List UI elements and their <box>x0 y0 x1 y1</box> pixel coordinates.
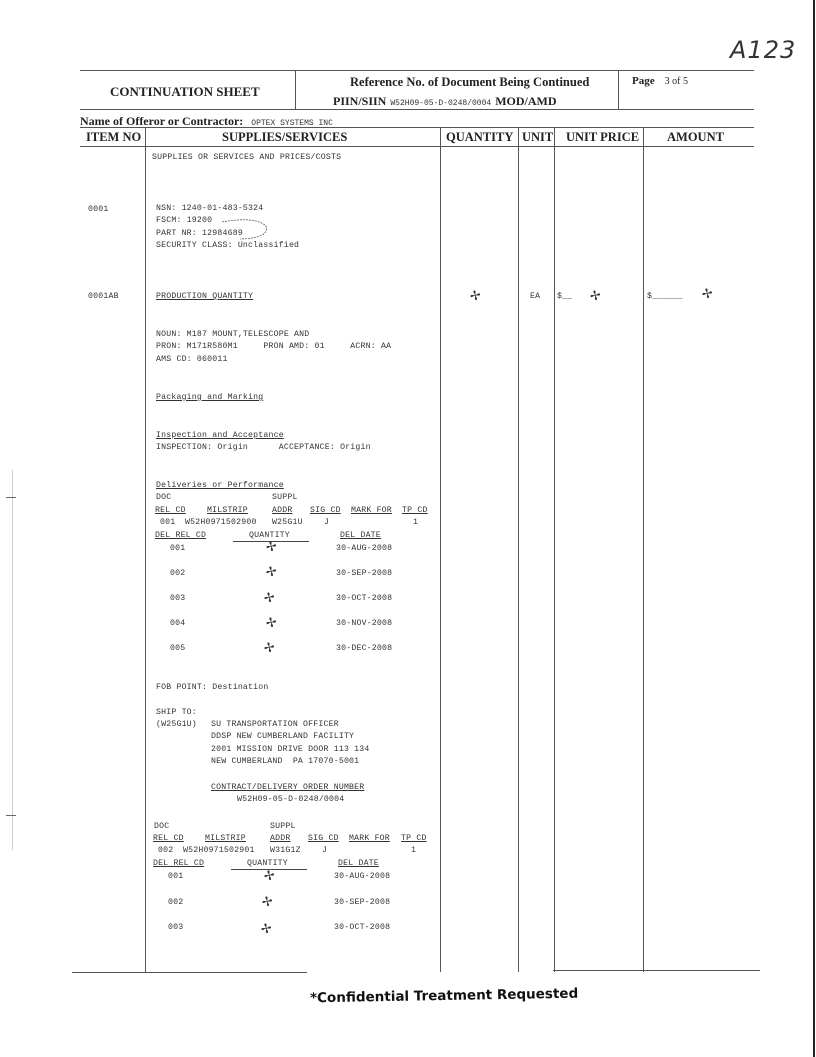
sheet-title: CONTINUATION SHEET <box>110 84 260 99</box>
tp-cd-header: TP CD <box>401 834 427 843</box>
col-unit: UNIT <box>522 130 554 144</box>
header-divider <box>295 70 296 109</box>
col-quantity: QUANTITY <box>446 130 514 144</box>
page-label: Page <box>632 75 655 87</box>
ship-to-label: SHIP TO: <box>156 708 197 717</box>
ship-to-line: NEW CUMBERLAND PA 17070-5001 <box>211 757 360 766</box>
ship-to-line: SU TRANSPORTATION OFFICER <box>211 720 339 729</box>
handwritten-annotation: A123 <box>730 36 797 64</box>
d2-row-cd: 001 <box>168 872 184 881</box>
ship-to-line: 2001 MISSION DRIVE DOOR 113 134 <box>211 745 370 754</box>
ams-cd: AMS CD: 060011 <box>156 355 228 364</box>
mod-amd-label: MOD/AMD <box>495 94 557 108</box>
d2-row-date: 30-AUG-2008 <box>334 872 391 881</box>
d1-addr: W25G1U <box>272 518 303 527</box>
mark-for-header: MARK FOR <box>349 834 390 843</box>
packaging-marking: Packaging and Marking <box>156 393 264 402</box>
quantity-header: QUANTITY <box>249 531 290 540</box>
redacted-qty-mark: ✢ <box>262 640 277 657</box>
d2-milstrip: W52H0971502901 <box>183 846 255 855</box>
quantity-header: QUANTITY <box>247 859 288 868</box>
col-divider <box>440 127 441 972</box>
fscm: FSCM: 19200 <box>156 216 213 225</box>
margin-line <box>12 470 13 850</box>
doc-label: DOC <box>156 493 172 502</box>
d1-row-date: 30-AUG-2008 <box>336 544 393 553</box>
col-divider <box>554 127 555 972</box>
ship-to-code: (W25G1U) <box>156 720 197 729</box>
milstrip-header: MILSTRIP <box>205 834 246 843</box>
redacted-qty-mark: ✢ <box>264 615 279 632</box>
addr-header: ADDR <box>272 506 293 515</box>
piin-label: PIIN/SIIN <box>333 94 387 108</box>
d1-row-date: 30-DEC-2008 <box>336 644 393 653</box>
inspection-line: INSPECTION: Origin ACCEPTANCE: Origin <box>156 443 371 452</box>
d1-milstrip: W52H0971502900 <box>185 518 257 527</box>
d1-sig-cd: J <box>324 518 330 527</box>
bottom-rule-right <box>553 970 760 971</box>
d2-addr: W31G1Z <box>270 846 301 855</box>
addr-header: ADDR <box>270 834 291 843</box>
header-divider <box>618 70 619 109</box>
doc-label: DOC <box>154 822 170 831</box>
item-no-0001ab: 0001AB <box>88 292 119 301</box>
production-quantity: PRODUCTION QUANTITY <box>156 292 254 301</box>
fob-point: FOB POINT: Destination <box>156 683 269 692</box>
page-edge <box>813 0 815 1057</box>
del-rel-cd-header: DEL REL CD <box>155 531 207 540</box>
ship-to-line: DDSP NEW CUMBERLAND FACILITY <box>211 732 355 741</box>
redacted-amount-mark: ✢ <box>700 286 715 303</box>
d2-sig-cd: J <box>322 846 328 855</box>
reference-label: Reference No. of Document Being Continued <box>350 75 590 89</box>
col-supplies-services: SUPPLIES/SERVICES <box>222 130 348 144</box>
margin-tick <box>6 815 16 816</box>
d1-row-date: 30-NOV-2008 <box>336 619 393 628</box>
col-amount: AMOUNT <box>667 130 724 144</box>
part-nr: PART NR: 12984689 <box>156 229 243 238</box>
del-rel-cd-header: DEL REL CD <box>153 859 205 868</box>
pron: PRON: M171R580M1 PRON AMD: 01 ACRN: AA <box>156 342 392 351</box>
milstrip-header: MILSTRIP <box>207 506 248 515</box>
mark-for-header: MARK FOR <box>351 506 392 515</box>
piin-line <box>333 92 557 110</box>
d1-row-date: 30-SEP-2008 <box>336 569 393 578</box>
column-header-bottom-rule <box>80 146 754 147</box>
d2-row-cd: 003 <box>168 923 184 932</box>
d2-row-cd: 002 <box>168 898 184 907</box>
redacted-qty-mark: ✢ <box>262 590 277 607</box>
unit-value: EA <box>530 292 541 301</box>
redacted-quantity-mark: ✢ <box>468 288 483 305</box>
item-no-0001: 0001 <box>88 205 109 214</box>
piin-value: W52H09-05-D-0248/0004 <box>390 99 492 108</box>
redacted-qty-mark: ✢ <box>259 921 274 938</box>
d1-row-date: 30-OCT-2008 <box>336 594 393 603</box>
contract-order-label: CONTRACT/DELIVERY ORDER NUMBER <box>211 783 365 792</box>
contract-order-value: W52H09-05-D-0248/0004 <box>237 795 345 804</box>
page-value: 3 of 5 <box>664 76 688 87</box>
d2-row-date: 30-SEP-2008 <box>334 898 391 907</box>
suppl-label: SUPPL <box>270 822 296 831</box>
bottom-rule-left <box>72 972 307 973</box>
rel-cd-header: REL CD <box>155 506 186 515</box>
amount-prefix: $______ <box>647 292 683 301</box>
sig-cd-header: SIG CD <box>310 506 341 515</box>
d2-tp-cd: 1 <box>411 846 417 855</box>
col-divider <box>643 127 644 972</box>
unit-price-prefix: $__ <box>557 292 573 301</box>
d1-row-cd: 004 <box>170 619 186 628</box>
nsn: NSN: 1240-01-483-5324 <box>156 204 264 213</box>
tp-cd-header: TP CD <box>402 506 428 515</box>
deliveries-title: Deliveries or Performance <box>156 481 284 490</box>
del-date-header: DEL DATE <box>340 531 381 540</box>
col-divider <box>518 127 519 972</box>
d1-rel-cd: 001 <box>160 518 176 527</box>
redacted-qty-mark: ✢ <box>262 868 277 885</box>
d1-tp-cd: 1 <box>413 518 419 527</box>
offeror-value: OPTEX SYSTEMS INC <box>251 119 333 128</box>
security-class: SECURITY CLASS: Unclassified <box>156 241 300 250</box>
handwritten-circle <box>200 214 280 244</box>
redacted-qty-mark: ✢ <box>264 564 279 581</box>
suppl-label: SUPPL <box>272 493 298 502</box>
margin-tick <box>6 497 16 498</box>
col-unit-price: UNIT PRICE <box>566 130 640 144</box>
col-divider <box>145 127 146 972</box>
confidential-notice: *Confidential Treatment Requested <box>309 985 579 1007</box>
d2-rel-cd: 002 <box>158 846 174 855</box>
redacted-unit-price-mark: ✢ <box>588 288 603 305</box>
d1-row-cd: 002 <box>170 569 186 578</box>
inspection-acceptance-title: Inspection and Acceptance <box>156 431 284 440</box>
column-header-top-rule <box>80 127 754 128</box>
offeror-label: Name of Offeror or Contractor: <box>80 114 244 128</box>
d1-row-cd: 005 <box>170 644 186 653</box>
rel-cd-header: REL CD <box>153 834 184 843</box>
col-item-no: ITEM NO <box>86 130 142 144</box>
redacted-qty-mark: ✢ <box>264 539 279 556</box>
noun: NOUN: M187 MOUNT,TELESCOPE AND <box>156 330 310 339</box>
d1-row-cd: 003 <box>170 594 186 603</box>
sig-cd-header: SIG CD <box>308 834 339 843</box>
section-title: SUPPLIES OR SERVICES AND PRICES/COSTS <box>152 153 342 162</box>
d2-row-date: 30-OCT-2008 <box>334 923 391 932</box>
page-indicator <box>632 71 688 89</box>
del-date-header: DEL DATE <box>338 859 379 868</box>
d1-row-cd: 001 <box>170 544 186 553</box>
redacted-qty-mark: ✢ <box>260 894 275 911</box>
